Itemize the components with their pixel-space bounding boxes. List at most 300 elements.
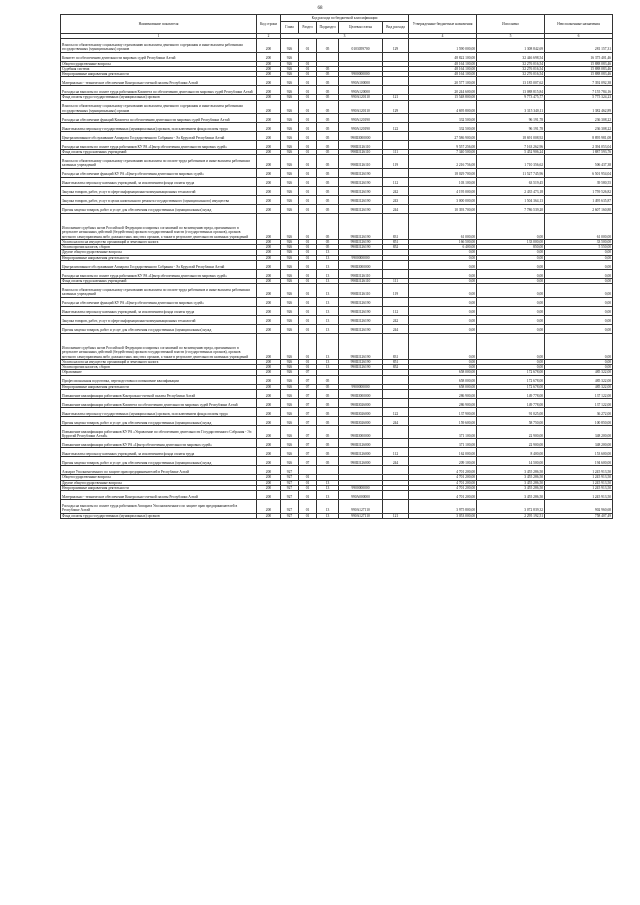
row-target: 990Ш126000 (339, 439, 383, 448)
table-row (61, 86, 613, 95)
row-exp-type: 852 (383, 245, 409, 250)
row-target: 990А127110 (339, 513, 383, 518)
row-name: Другие общегосударственные вопросы (61, 250, 257, 255)
row-target: 990Ш126190 (339, 204, 383, 213)
row-approved: 162 000,00 (409, 448, 477, 457)
row-subsection: 05 (317, 457, 339, 466)
row-target: 990Ш126000 (339, 457, 383, 466)
row-code: 200 (257, 61, 281, 66)
row-section: 01 (299, 39, 317, 52)
row-name: Закупка товаров, работ, услуг в сфере информационно-коммуникационных технологий (61, 186, 257, 195)
row-subsection: 05 (317, 384, 339, 389)
row-unexecuted: 61 000,00 (545, 213, 613, 239)
row-executed: 22 900,00 (477, 439, 545, 448)
col-index: 1 (61, 34, 257, 39)
row-subsection: 05 (317, 390, 339, 399)
row-target: 990Ш000000 (339, 261, 383, 270)
col-index: 5 (477, 34, 545, 39)
row-section: 07 (299, 408, 317, 417)
table-row (61, 114, 613, 123)
row-section: 01 (299, 204, 317, 213)
row-chapter: 926 (281, 370, 299, 375)
row-unexecuted: 0,00 (545, 279, 613, 284)
row-target: 990А120190 (339, 114, 383, 123)
row-target: 990Ш126110 (339, 270, 383, 279)
row-chapter: 926 (281, 177, 299, 186)
table-row (61, 141, 613, 150)
row-subsection: 13 (317, 333, 339, 359)
row-code: 200 (257, 408, 281, 417)
row-code: 200 (257, 114, 281, 123)
row-chapter: 926 (281, 297, 299, 306)
row-approved: 3 000 000,00 (409, 195, 477, 204)
row-target: 990Ш000000 (339, 132, 383, 141)
row-target: 990А127110 (339, 500, 383, 513)
row-approved: 0,00 (409, 324, 477, 333)
row-chapter: 926 (281, 123, 299, 132)
row-approved: 658 000,00 (409, 375, 477, 384)
row-executed: 32 446 698,54 (477, 52, 545, 61)
table-row (61, 375, 613, 384)
row-section: 01 (299, 333, 317, 359)
row-approved: 0,00 (409, 315, 477, 324)
row-code: 200 (257, 250, 281, 255)
row-target: 990Ш126190 (339, 177, 383, 186)
row-code: 200 (257, 52, 281, 61)
row-approved: 4 195 000,00 (409, 186, 477, 195)
row-code: 200 (257, 448, 281, 457)
row-target: 990Ш126190 (339, 365, 383, 370)
row-unexecuted: 16 375 401,46 (545, 52, 613, 61)
row-target: 990А120190 (339, 123, 383, 132)
row-chapter: 926 (281, 448, 299, 457)
row-executed: 32 276 016,54 (477, 66, 545, 71)
row-approved: 4 695 800,00 (409, 100, 477, 113)
row-exp-type (383, 297, 409, 306)
row-subsection: 13 (317, 297, 339, 306)
row-code: 200 (257, 213, 281, 239)
row-name: Уплата прочих налогов, сборов (61, 245, 257, 250)
row-section: 01 (299, 114, 317, 123)
row-chapter: 926 (281, 439, 299, 448)
row-chapter: 926 (281, 186, 299, 195)
table-row (61, 204, 613, 213)
row-executed: 0,00 (477, 315, 545, 324)
row-executed: 3 455 286,50 (477, 466, 545, 475)
row-subsection: 13 (317, 315, 339, 324)
table-row (61, 457, 613, 466)
row-code: 200 (257, 333, 281, 359)
row-name: Прочая закупка товаров, работ и услуг для обеспечения государственных (муниципальных) нужд (61, 324, 257, 333)
row-unexecuted: 0,00 (545, 324, 613, 333)
row-name: Прочая закупка товаров, работ и услуг для обеспечения государственных (муниципальных) нужд (61, 204, 257, 213)
row-exp-type: 244 (383, 457, 409, 466)
row-code: 200 (257, 384, 281, 389)
row-target: 9900000000 (339, 384, 383, 389)
row-executed: 58 750,00 (477, 417, 545, 426)
table-row (61, 466, 613, 475)
row-approved: 0,00 (409, 250, 477, 255)
row-chapter: 926 (281, 375, 299, 384)
table-row (61, 39, 613, 52)
row-unexecuted: 902 960,68 (545, 500, 613, 513)
row-code: 200 (257, 513, 281, 518)
row-code: 200 (257, 186, 281, 195)
row-code: 200 (257, 399, 281, 408)
row-unexecuted: 5 550,00 (545, 245, 613, 250)
row-section: 01 (299, 261, 317, 270)
row-exp-type: 244 (383, 204, 409, 213)
row-section: 07 (299, 399, 317, 408)
row-target: 990Ш026000 (339, 399, 383, 408)
row-exp-type (383, 168, 409, 177)
row-exp-type (383, 466, 409, 475)
row-executed: 32 276 016,54 (477, 72, 545, 77)
row-chapter: 926 (281, 95, 299, 100)
row-name: Фонд оплаты труда государственных (муниципальных) органов (61, 95, 257, 100)
row-subsection: 13 (317, 261, 339, 270)
table-row (61, 213, 613, 239)
row-approved: 103 100,00 (409, 177, 477, 186)
table-body (61, 39, 613, 519)
row-code: 200 (257, 279, 281, 284)
row-code: 200 (257, 245, 281, 250)
row-section: 01 (299, 132, 317, 141)
row-name: Иные выплаты персоналу казенных учреждений, за исключением фонда оплаты труда (61, 306, 257, 315)
table-row (61, 77, 613, 86)
row-code: 200 (257, 284, 281, 297)
row-name: Расходы на обеспечение функций КУ РА «Центр обеспечения деятельности мировых судей» (61, 297, 257, 306)
row-subsection: 13 (317, 250, 339, 255)
row-approved: 0,00 (409, 284, 477, 297)
row-executed: 3 072 839,32 (477, 500, 545, 513)
row-unexecuted: 0,00 (545, 261, 613, 270)
row-code: 200 (257, 239, 281, 244)
row-section: 01 (299, 213, 317, 239)
row-section: 07 (299, 370, 317, 375)
row-target: 990Ш126190 (339, 186, 383, 195)
row-exp-type: 119 (383, 284, 409, 297)
row-approved: 7 340 500,00 (409, 150, 477, 155)
row-exp-type (383, 426, 409, 439)
row-name: Судебная система (61, 66, 257, 71)
row-code: 200 (257, 417, 281, 426)
row-name: Повышение квалификации работников Комитета по обеспечению деятельности мировых судей Республики Алтай (61, 399, 257, 408)
row-chapter: 927 (281, 480, 299, 485)
table-row (61, 186, 613, 195)
row-subsection: 05 (317, 72, 339, 77)
row-approved: 286 900,00 (409, 399, 477, 408)
row-exp-type (383, 52, 409, 61)
row-target: 990Ш126190 (339, 306, 383, 315)
row-section: 07 (299, 390, 317, 399)
row-subsection: 05 (317, 141, 339, 150)
row-chapter: 926 (281, 195, 299, 204)
row-unexecuted: 485 322,00 (545, 375, 613, 384)
row-section: 01 (299, 95, 317, 100)
row-unexecuted: 36 272,00 (545, 408, 613, 417)
row-unexecuted: 15 888 083,46 (545, 72, 613, 77)
row-target: 990Ш000000 (339, 390, 383, 399)
row-code: 200 (257, 86, 281, 95)
row-code: 200 (257, 195, 281, 204)
row-chapter: 926 (281, 270, 299, 279)
row-name: Повышение квалификации работников КУ РА «Управление по обеспечению деятельности Государственного Собрания - Эл Курултай Республики Алтай» (61, 426, 257, 439)
row-unexecuted: 1 495 635,87 (545, 195, 613, 204)
row-name: Аппарат Уполномоченного по защите прав предпринимателей в Республике Алтай (61, 466, 257, 475)
row-name: Иные выплаты персоналу государственных (муниципальных) органов, за исключением фонда оплаты труда (61, 408, 257, 417)
row-exp-type: 122 (383, 123, 409, 132)
row-section: 01 (299, 315, 317, 324)
row-executed: 0,00 (477, 324, 545, 333)
row-code: 200 (257, 491, 281, 500)
row-approved: 658 000,00 (409, 370, 477, 375)
row-chapter: 926 (281, 155, 299, 168)
row-target: 990Ш126190 (339, 168, 383, 177)
row-exp-type: 244 (383, 324, 409, 333)
row-subsection: 05 (317, 132, 339, 141)
table-row (61, 439, 613, 448)
row-subsection: 13 (317, 279, 339, 284)
row-chapter: 926 (281, 114, 299, 123)
row-name: Фонд оплаты труда казенных учреждений (61, 279, 257, 284)
row-exp-type (383, 86, 409, 95)
row-chapter: 926 (281, 72, 299, 77)
row-unexecuted: 0,00 (545, 333, 613, 359)
row-subsection: 13 (317, 359, 339, 364)
row-approved: 18 029 700,00 (409, 168, 477, 177)
row-subsection: 05 (317, 155, 339, 168)
row-subsection: 05 (317, 375, 339, 384)
row-code: 200 (257, 466, 281, 475)
table-row (61, 513, 613, 518)
row-target: 990А000000 (339, 491, 383, 500)
row-exp-type: 121 (383, 513, 409, 518)
row-exp-type: 831 (383, 213, 409, 239)
row-section: 07 (299, 448, 317, 457)
row-subsection: 13 (317, 324, 339, 333)
row-subsection: 13 (317, 500, 339, 513)
row-unexecuted: 1 245 913,50 (545, 485, 613, 490)
row-chapter: 927 (281, 475, 299, 480)
row-unexecuted: 1 245 913,50 (545, 475, 613, 480)
row-chapter: 926 (281, 168, 299, 177)
row-target: 990А120110 (339, 100, 383, 113)
row-approved: 3 975 800,00 (409, 500, 477, 513)
row-section: 07 (299, 426, 317, 439)
row-exp-type: 112 (383, 177, 409, 186)
row-name: Расходы на обеспечение функций Комитета по обеспечению деятельности мировых судей Республики Алтай (61, 114, 257, 123)
row-subsection: 05 (317, 204, 339, 213)
row-code: 200 (257, 475, 281, 480)
row-executed: 0,00 (477, 255, 545, 260)
row-chapter: 926 (281, 213, 299, 239)
row-unexecuted: 39 580,55 (545, 177, 613, 186)
row-name: Профессиональная подготовка, переподготовка и повышение квалификации (61, 375, 257, 384)
table-row (61, 270, 613, 279)
row-executed: 2 295 192,51 (477, 513, 545, 518)
col-header-row-code: Код строки (257, 15, 281, 34)
row-section (299, 52, 317, 61)
row-executed: 3 455 286,50 (477, 491, 545, 500)
row-approved: 4 701 200,00 (409, 475, 477, 480)
row-approved: 4 701 200,00 (409, 466, 477, 475)
row-exp-type: 129 (383, 100, 409, 113)
row-unexecuted: 137 122,00 (545, 399, 613, 408)
row-approved: 48 164 100,00 (409, 72, 477, 77)
row-exp-type: 111 (383, 279, 409, 284)
col-index: 4 (409, 34, 477, 39)
row-approved: 159 600,00 (409, 417, 477, 426)
row-exp-type: 121 (383, 95, 409, 100)
table-row (61, 195, 613, 204)
row-exp-type (383, 132, 409, 141)
row-name: Непрограммные направления деятельности (61, 485, 257, 490)
row-section: 01 (299, 186, 317, 195)
row-code: 200 (257, 123, 281, 132)
row-approved: 48 164 100,00 (409, 61, 477, 66)
row-unexecuted: 153 600,00 (545, 448, 613, 457)
row-approved: 0,00 (409, 306, 477, 315)
row-section: 01 (299, 475, 317, 480)
row-code: 200 (257, 95, 281, 100)
row-chapter: 926 (281, 250, 299, 255)
row-target: 0103059700 (339, 39, 383, 52)
row-approved: 48 164 100,00 (409, 66, 477, 71)
table-row (61, 100, 613, 113)
row-subsection: 05 (317, 150, 339, 155)
row-name: Взносы по обязательному социальному страхованию на выплаты по оплате труда работников и иные выплаты работникам казенных учреждений (61, 284, 257, 297)
table-row (61, 315, 613, 324)
row-code: 200 (257, 150, 281, 155)
row-executed: 32 276 016,54 (477, 61, 545, 66)
row-section: 01 (299, 141, 317, 150)
row-unexecuted: 0,00 (545, 306, 613, 315)
col-header-exp-type: Вид расхода (383, 22, 409, 34)
row-approved: 20 577 100,00 (409, 77, 477, 86)
row-target: 990Ш126110 (339, 155, 383, 168)
row-unexecuted: 1 382 462,89 (545, 100, 613, 113)
row-code: 200 (257, 324, 281, 333)
row-unexecuted: 0,00 (545, 284, 613, 297)
row-target: 990Ш126110 (339, 141, 383, 150)
row-unexecuted: 485 322,00 (545, 370, 613, 375)
row-exp-type: 129 (383, 39, 409, 52)
row-target: 990Ш026000 (339, 408, 383, 417)
table-row (61, 261, 613, 270)
row-subsection: 05 (317, 66, 339, 71)
row-unexecuted: 236 308,22 (545, 123, 613, 132)
row-executed: 7 786 539,20 (477, 204, 545, 213)
row-subsection: 05 (317, 177, 339, 186)
row-approved: 332 500,00 (409, 114, 477, 123)
row-executed: 1 504 364,13 (477, 195, 545, 204)
row-section: 01 (299, 245, 317, 250)
row-target: 990Ш126190 (339, 297, 383, 306)
row-subsection: 05 (317, 95, 339, 100)
table-row (61, 399, 613, 408)
row-target: 990Ш126190 (339, 195, 383, 204)
row-approved: 4 701 200,00 (409, 480, 477, 485)
row-unexecuted: 1 759 526,82 (545, 186, 613, 195)
row-chapter: 926 (281, 408, 299, 417)
row-chapter: 926 (281, 52, 299, 61)
table-row (61, 448, 613, 457)
row-name: Исполнение судебных актов Российской Федерации и мировых соглашений по возмещению вреда, причиненного в результате незаконных действий (бездействия) органов государственной власти (государственных органов), органов местного самоуправления либо должностных лиц этих органов, а также в результате деятельности казенных учреждений (61, 333, 257, 359)
table-row (61, 155, 613, 168)
row-approved: 332 500,00 (409, 123, 477, 132)
row-target: 990Ш126190 (339, 213, 383, 239)
row-code: 200 (257, 168, 281, 177)
row-section: 01 (299, 500, 317, 513)
row-name: Материально - техническое обеспечение Контрольно-счетной палаты Республики Алтай (61, 77, 257, 86)
row-code: 200 (257, 255, 281, 260)
row-subsection: 05 (317, 439, 339, 448)
row-chapter: 926 (281, 66, 299, 71)
row-unexecuted: 348 200,00 (545, 439, 613, 448)
table-row (61, 297, 613, 306)
row-section: 01 (299, 255, 317, 260)
row-section: 01 (299, 480, 317, 485)
row-subsection: 13 (317, 306, 339, 315)
row-unexecuted: 2 607 160,80 (545, 204, 613, 213)
row-exp-type (383, 375, 409, 384)
row-chapter: 926 (281, 100, 299, 113)
row-approved: 209 100,00 (409, 457, 477, 466)
row-subsection: 05 (317, 408, 339, 417)
row-section (299, 466, 317, 475)
col-index: 2 (257, 34, 281, 39)
row-subsection: 13 (317, 365, 339, 370)
row-approved: 0,00 (409, 255, 477, 260)
row-subsection: 13 (317, 270, 339, 279)
row-target: 990Ш126190 (339, 315, 383, 324)
table-row (61, 500, 613, 513)
row-subsection: 05 (317, 239, 339, 244)
row-subsection: 05 (317, 448, 339, 457)
row-section: 01 (299, 250, 317, 255)
row-exp-type: 112 (383, 448, 409, 457)
row-target: 990Ш126000 (339, 448, 383, 457)
table-row (61, 333, 613, 359)
row-chapter: 926 (281, 384, 299, 389)
row-approved: 48 822 100,00 (409, 52, 477, 61)
row-exp-type (383, 141, 409, 150)
table-row (61, 324, 613, 333)
table-row (61, 426, 613, 439)
row-approved: 166 500,00 (409, 239, 477, 244)
row-target (339, 466, 383, 475)
row-executed: 149 778,00 (477, 399, 545, 408)
row-approved: 4 701 200,00 (409, 491, 477, 500)
row-name: Комитет по обеспечению деятельности мировых судей Республики Алтай (61, 52, 257, 61)
row-approved: 0,00 (409, 359, 477, 364)
row-code: 200 (257, 500, 281, 513)
table-row (61, 491, 613, 500)
col-header-subsection: Подраздел (317, 22, 339, 34)
row-code: 200 (257, 66, 281, 71)
row-executed: 0,00 (477, 213, 545, 239)
row-approved: 27 586 900,00 (409, 132, 477, 141)
row-code: 200 (257, 132, 281, 141)
row-executed: 5 452 906,24 (477, 150, 545, 155)
row-name: Уплата прочих налогов, сборов (61, 365, 257, 370)
row-name: Непрограммные направления деятельности (61, 384, 257, 389)
row-section: 01 (299, 86, 317, 95)
row-section: 01 (299, 239, 317, 244)
row-subsection: 05 (317, 86, 339, 95)
row-executed: 0,00 (477, 250, 545, 255)
